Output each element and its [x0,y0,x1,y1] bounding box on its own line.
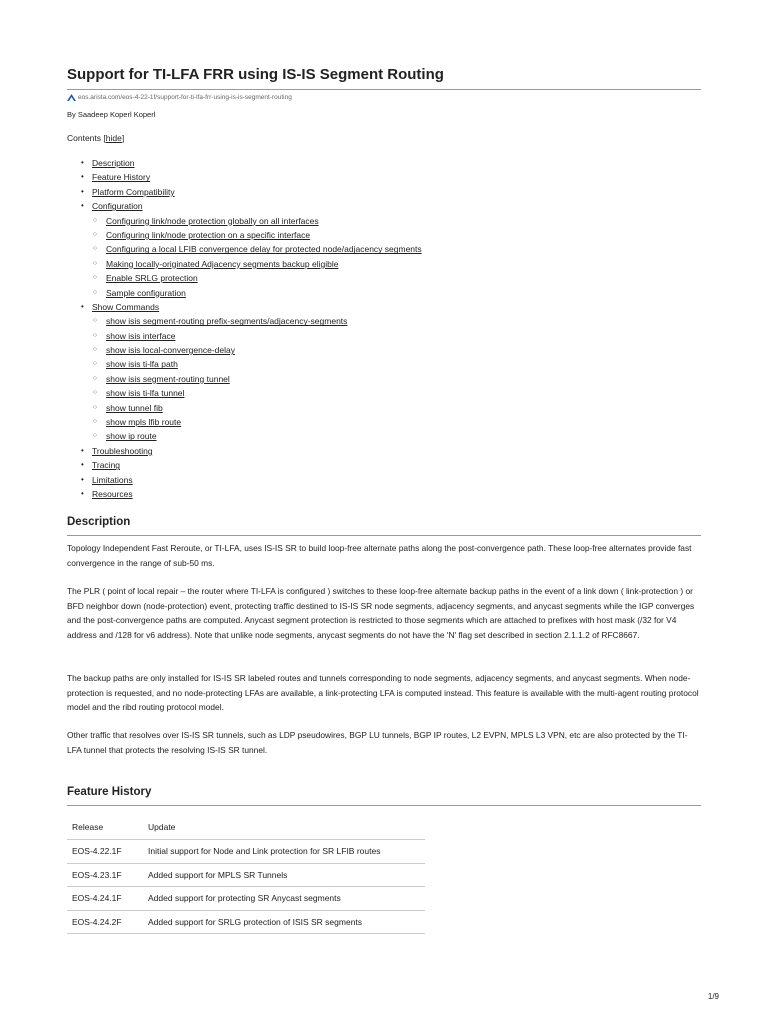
toc-link[interactable]: Tracing [92,460,121,471]
toc-subitem [81,314,422,328]
contents-label: Contents [67,133,102,143]
toc-link[interactable]: Resources [92,488,133,499]
toc-sublink[interactable]: show isis segment-routing prefix-segments/adjacency-segments [106,316,348,327]
column-header-update: Update [148,822,176,832]
circle-bullet-icon: ○ [93,245,97,253]
toc-sublink[interactable]: Enable SRLG protection [106,273,198,284]
toc-sublink[interactable]: show isis local-convergence-delay [106,345,235,356]
toc-link[interactable]: Platform Compatibility [92,186,175,197]
toc-link[interactable]: Troubleshooting [92,445,153,456]
table-row [67,863,425,887]
bullet-icon: • [81,201,84,211]
toc-link[interactable]: Limitations [92,474,133,485]
source-url[interactable]: eos.arista.com/eos-4-22-1f/support-for-ti-lfa-frr-using-is-is-segment-routing [78,94,292,101]
description-paragraph-1: Topology Independent Fast Reroute, or TI-LFA, uses IS-IS SR to build loop-free alternate paths along the post-convergence path. These loop-free alternates provide fast convergence in the range of sub-50 ms. [67,543,692,568]
author-line: By Saadeep Koperl Koperl [67,110,156,119]
release-cell: EOS-4.24.1F [72,893,122,904]
toc-subitem [81,242,422,256]
toc-sublink[interactable]: Configuring link/node protection globally on all interfaces [106,215,319,226]
arista-logo-icon [67,94,76,101]
toc-subitem [81,429,422,443]
toc-subitem [81,228,422,242]
bullet-icon: • [81,474,84,484]
toc-sublink[interactable]: show mpls lfib route [106,417,182,428]
description-divider [67,535,701,536]
title-divider [67,89,701,90]
toc-subitem [81,415,422,429]
toc-link[interactable]: Configuration [92,201,143,212]
feature-history-table [67,815,425,934]
bullet-icon: • [81,172,84,182]
page-number: 1/9 [707,992,719,1001]
contents-bracket-close: ] [121,133,125,143]
circle-bullet-icon: ○ [93,216,97,224]
toc-item [81,458,422,472]
toc-sublink[interactable]: show isis ti-lfa path [106,359,178,370]
bullet-icon: • [81,301,84,311]
toc-sublink[interactable]: show ip route [106,431,157,442]
release-cell: EOS-4.23.1F [72,869,122,880]
feature-history-heading: Feature History [67,786,152,798]
circle-bullet-icon: ○ [93,389,97,397]
contents-header [67,133,124,143]
column-header-release: Release [72,822,104,832]
toc-item [81,199,422,213]
toc-subitem [81,343,422,357]
update-cell: Added support for MPLS SR Tunnels [148,869,288,880]
description-paragraph-4: Other traffic that resolves over IS-IS SR tunnels, such as LDP pseudowires, BGP LU tunnels, BGP IP routes, L2 EVPN, MPLS L3 VPN, etc are also protected by the TI-LFA tunnel that protects the resolving IS-IS SR tunnel. [67,730,688,755]
table-header-row [67,815,425,840]
bullet-icon: • [81,488,84,498]
toc-sublink[interactable]: Sample configuration [106,287,186,298]
toc-sublink[interactable]: show isis segment-routing tunnel [106,373,230,384]
circle-bullet-icon: ○ [93,317,97,325]
circle-bullet-icon: ○ [93,432,97,440]
toc-subitem [81,372,422,386]
update-cell: Initial support for Node and Link protection for SR LFIB routes [148,846,381,857]
toc-link[interactable]: Show Commands [92,301,160,312]
toc-item [81,185,422,199]
bullet-icon: • [81,186,84,196]
update-cell: Added support for protecting SR Anycast segments [148,893,341,904]
toc-sublink[interactable]: show isis interface [106,330,176,341]
toc-subitem [81,271,422,285]
bullet-icon: • [81,460,84,470]
bullet-icon: • [81,445,84,455]
description-paragraph-3: The backup paths are only installed for IS-IS SR labeled routes and tunnels corresponding to node segments, adjacency segments, and anycast segments. When node-protection is requested, and no node-protecting LFAs are available, a link-protecting LFA is computed instead. This feature is available with the multi-agent routing protocol model and the ribd routing protocol model. [67,673,699,713]
circle-bullet-icon: ○ [93,288,97,296]
description-heading: Description [67,516,131,528]
circle-bullet-icon: ○ [93,230,97,238]
table-row [67,840,425,864]
circle-bullet-icon: ○ [93,274,97,282]
contents-hide-link[interactable]: hide [105,133,122,143]
circle-bullet-icon: ○ [93,360,97,368]
toc-link[interactable]: Description [92,158,135,168]
page-title: Support for TI-LFA FRR using IS-IS Segment Routing [67,66,444,83]
toc-subitem [81,357,422,371]
toc-subitem [81,329,422,343]
toc-item [81,444,422,458]
table-of-contents [81,156,422,501]
circle-bullet-icon: ○ [93,346,97,354]
bullet-icon: • [81,158,84,167]
toc-item [81,473,422,487]
toc-subitem [81,257,422,271]
source-line [67,94,292,101]
description-paragraph-2: The PLR ( point of local repair – the router where TI-LFA is configured ) switches to these loop-free alternate backup paths in the event of a link down ( link-protection ) or BFD neighbor down (node-protection) event, protecting traffic destined to IS-IS SR node segments, adjacency segments, and anycast segments while the IGP converges and the post-convergence paths are computed. Anycast segment protection is restricted to those segments which are attached to prefixes with host mask (/32 for V4 address and /128 for v6 address). Note that unlike node segments, anycast segments do not have the 'N' flag set described in section 2.1.1.2 of RFC8667. [67,586,695,640]
table-row [67,910,425,934]
toc-subitem [81,386,422,400]
toc-link[interactable]: Feature History [92,172,151,183]
toc-sublink[interactable]: show tunnel fib [106,402,163,413]
toc-sublink[interactable]: Making locally-originated Adjacency segments backup eligible [106,258,339,269]
toc-subitem [81,214,422,228]
circle-bullet-icon: ○ [93,403,97,411]
circle-bullet-icon: ○ [93,331,97,339]
toc-item [81,170,422,184]
toc-subitem [81,401,422,415]
update-cell: Added support for SRLG protection of ISIS SR segments [148,916,363,927]
toc-sublink[interactable]: Configuring link/node protection on a specific interface [106,229,311,240]
contents-bracket-open: [ [103,133,106,143]
circle-bullet-icon: ○ [93,259,97,267]
feature-history-divider [67,805,701,806]
toc-item [81,156,422,170]
toc-item [81,300,422,314]
toc-sublink[interactable]: Configuring a local LFIB convergence delay for protected node/adjacency segments [106,244,422,255]
release-cell: EOS-4.22.1F [72,846,122,857]
toc-item [81,487,422,501]
table-row [67,887,425,911]
toc-subitem [81,286,422,300]
circle-bullet-icon: ○ [93,418,97,426]
release-cell: EOS-4.24.2F [72,916,122,927]
circle-bullet-icon: ○ [93,374,97,382]
toc-sublink[interactable]: show isis ti-lfa tunnel [106,388,185,399]
